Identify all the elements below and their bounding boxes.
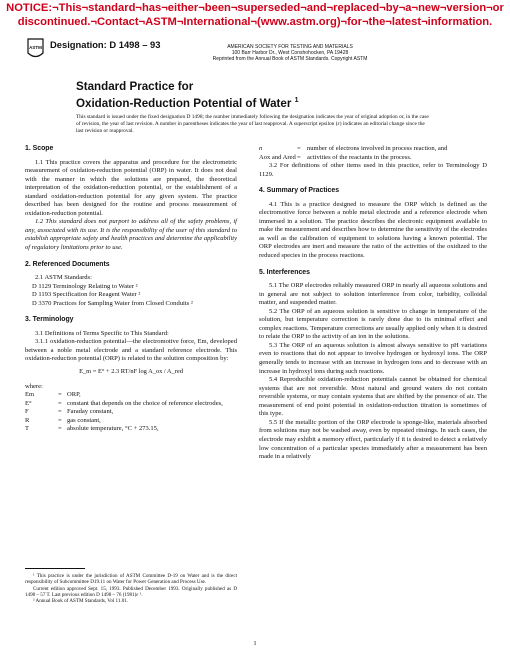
def-equals: =: [58, 408, 62, 416]
paragraph-1-2: 1.2 This standard does not purport to address all of the safety problems, if any, associated with its use. It is the responsibility of the user of this standard to establish appropriate safety and health practices and determine the applicability of regulatory limitations prior to use.: [25, 218, 237, 252]
paragraph-2-1: 2.1 ASTM Standards:: [35, 274, 92, 282]
page-number: 1: [253, 640, 257, 647]
def-text: absolute temperature, °C + 273.15,: [67, 425, 159, 433]
left-column: [25, 145, 237, 434]
notice-line-2: discontinued.¬Contact¬ASTM¬International¬(www.astm.org)¬for¬the¬latest¬information.: [17, 15, 493, 28]
def-symbol: F: [25, 408, 29, 416]
paragraph-3-1: 3.1 Definitions of Terms Specific to This Standard:: [35, 329, 169, 337]
publisher-address: 100 Barr Harbor Dr., West Conshohocken, PA 19428: [231, 50, 349, 57]
paragraph-5-4: 5.4 Reproducible oxidation-reduction potentials cannot be obtained for chemical systems that are not reversible. Most natural and ground waters do not contain reversible systems, or may contain systems that are shifted by the presence of air. The measurement of end point potential in oxidation-reduction titration is sometimes of this type.: [259, 376, 487, 418]
document-title: [76, 80, 299, 110]
paragraph-1-1: 1.1 This practice covers the apparatus and procedure for the electrometric measurement of oxidation-reduction potential (ORP) in water. It does not deal with the manner in which the solutions are prepared, the theoretical interpretation of the oxidation-reduction potential, or the establishment of a standard oxidation-reduction potential for any given system. The practice described has been designed for the routine and process measurement of oxidation-reduction potential.: [25, 158, 237, 217]
where-label: where:: [25, 382, 43, 390]
section-heading-scope: 1. Scope: [25, 145, 54, 152]
title-line-2: Oxidation-Reduction Potential of Water: [76, 96, 292, 110]
def-equals: =: [58, 399, 62, 407]
superseded-notice: [0, 2, 510, 29]
def-text: gas constant,: [67, 416, 101, 424]
footnote-2: ² Annual Book of ASTM Standards, Vol 11.01.: [33, 598, 129, 605]
designation: Designation: D 1498 – 93: [50, 39, 161, 50]
footnote-divider: [25, 568, 85, 569]
def-text: number of electrons involved in process reaction, and: [307, 145, 448, 152]
publisher-name: AMERICAN SOCIETY FOR TESTING AND MATERIALS: [227, 44, 353, 50]
def-symbol: Aox and Ared: [259, 153, 296, 161]
footnote-1: ¹ This practice is under the jurisdiction of ASTM Committee D-19 on Water and is the direct responsibility of Subcommittee D19.11 on Water for Power Generation and Process Use.: [25, 573, 237, 586]
equation-text: E_m = E° + 2.3 RT/nF log A_ox / A_red: [79, 368, 183, 376]
def-equals: =: [58, 416, 62, 424]
reference-d3370: D 3370 Practices for Sampling Water from Closed Conduits ²: [32, 299, 193, 307]
reference-list: [25, 283, 237, 309]
def-equals: =: [58, 391, 62, 399]
reference-d1129: D 1129 Terminology Relating to Water ²: [32, 282, 138, 290]
section-heading-summary: 4. Summary of Practices: [259, 187, 340, 195]
def-symbol: T: [25, 425, 29, 433]
title-line-1: Standard Practice for: [76, 80, 194, 93]
def-symbol: R: [25, 416, 30, 424]
paragraph-5-3: 5.3 The ORP of an aqueous solution is almost always sensitive to pH variations even to reactions that do not appear to involve hydrogen or hydroxyl ions. The ORP generally tends to increase with an increase in hydrogen ions and to decrease with an increase in hydroxyl ions during such reactions.: [259, 341, 487, 375]
svg-text:ASTM: ASTM: [29, 45, 42, 50]
title-footnote-mark: 1: [294, 96, 299, 104]
section-heading-referenced-documents: 2. Referenced Documents: [25, 260, 110, 268]
def-symbol: n: [259, 145, 263, 152]
paragraph-4-1: 4.1 This is a practice designed to measure the ORP which is defined as the electromotive force between a noble metal electrode and a reference electrode when immersed in a solution. The practice describes the electronic equipment available to make the measurement and describes how to determine the sensitivity of the electrodes as well as the calibration of equipment to solutions having a known potential. The ORP electrodes are inert and measure the ratio of the activities of the oxidized to the reduced species in the process reactions.: [259, 200, 487, 260]
section-heading-terminology: 3. Terminology: [25, 316, 74, 324]
def-symbol: E°: [25, 399, 32, 407]
symbol-definitions-left: [25, 391, 237, 434]
def-equals: =: [297, 145, 301, 152]
footnote-1-edition: Current edition approved Sept. 15, 1993. Published December 1993. Originally published as D 1498 – 57 T. Last previous edition D 1498 – 76 (1981)ε ¹.: [25, 585, 237, 598]
astm-logo-icon: [27, 38, 44, 60]
footnotes: [25, 573, 237, 604]
def-text: ORP,: [67, 391, 81, 399]
paragraph-3-1-1: 3.1.1 oxidation-reduction potential—the electromotive force, Em, developed between a noble metal electrode and a standard reference electrode. This oxidation-reduction potential (ORP) is related to the solution composition by:: [25, 338, 237, 363]
def-equals: =: [58, 425, 62, 433]
publisher-block: [190, 44, 390, 63]
notice-line-1: NOTICE:¬This¬standard¬has¬either¬been¬superseded¬and¬replaced¬by¬a¬new¬version¬or: [6, 2, 504, 14]
orp-equation: [25, 368, 237, 377]
def-equals: =: [297, 153, 301, 161]
paragraph-5-2: 5.2 The ORP of an aqueous solution is sensitive to change in temperature of the solution, but temperature correction is rarely done due to its minimal effect and complex reactions. Temperature corrections are usually applied only when it is desired to relate the ORP to the activity of an ion in the solutions.: [259, 307, 487, 341]
def-text: activities of the reactants in the process.: [307, 153, 412, 161]
symbol-definitions-right: [259, 145, 487, 162]
paragraph-5-1: 5.1 The ORP electrodes reliably measured ORP in nearly all aqueous solutions and in general are not subject to solution interference from color, turbidity, colloidal matter, and suspended matter.: [259, 282, 487, 307]
def-text: Faraday constant,: [67, 408, 114, 416]
paragraph-5-5: 5.5 If the metallic portion of the ORP electrode is sponge-like, materials absorbed from solutions may not be washed away, even by repeated rinsings. In such cases, the electrode may exhibit a memory effect, particularly if it is desired to detect a relatively low concentration of a particular species immediately after a measurement has been made in a relatively: [259, 418, 487, 461]
reference-d1193: D 1193 Specification for Reagent Water ²: [32, 291, 141, 299]
publisher-reprint: Reprinted from the Annual Book of ASTM Standards. Copyright ASTM: [212, 56, 368, 63]
issued-note: This standard is issued under the fixed designation D 1498; the number immediately following the designation indicates the year of original adoption or, in the case of revision, the year of last revision. A number in parentheses indicates the year of last reapproval. A superscript epsilon (ε) indicates an editorial change since the last revision or reapproval.: [76, 114, 429, 134]
def-symbol: Em: [25, 391, 35, 399]
def-text: constant that depends on the choice of reference electrodes,: [67, 399, 223, 407]
paragraph-3-2: 3.2 For definitions of other items used in this practice, refer to Terminology D 1129.: [259, 162, 487, 178]
right-column: [259, 145, 487, 462]
section-heading-interferences: 5. Interferences: [259, 268, 310, 276]
